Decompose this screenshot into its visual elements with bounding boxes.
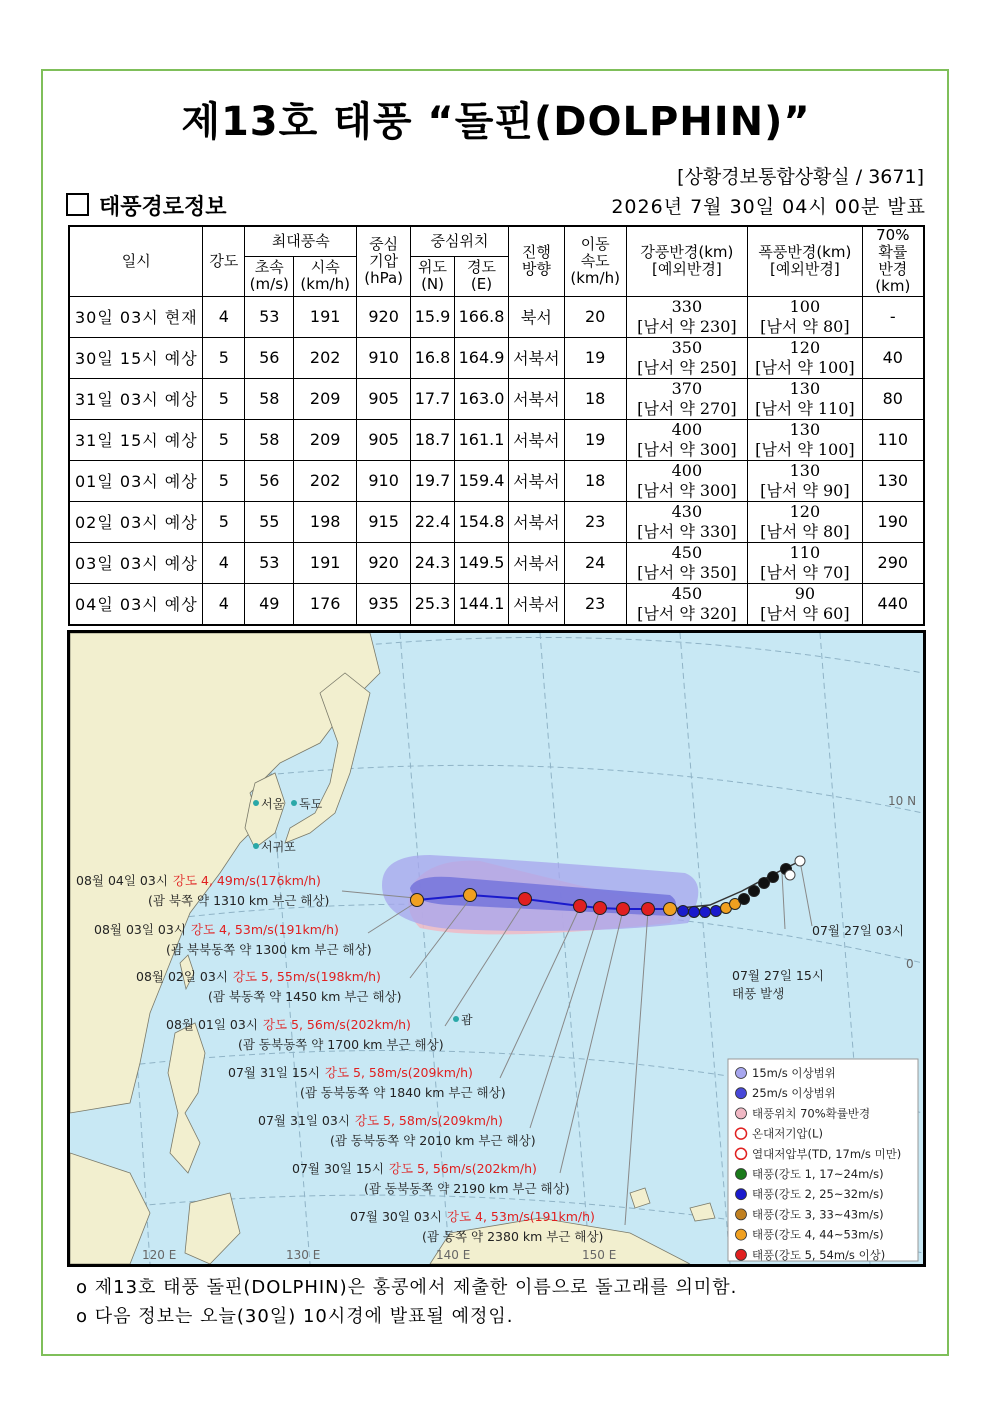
callout-location: (괌 동북동쪽 약 1700 km 부근 해상) [238,1037,444,1052]
header-max-wind: 최대풍속 [245,226,357,256]
cell-storm-radius [748,501,863,542]
legend-item-label: 열대저압부(TD, 17m/s 미만) [752,1146,902,1161]
header-wind-kmh: 시속 (km/h) [294,256,357,296]
callout-title [228,1065,473,1080]
storm-radius-value: 110 [789,542,821,562]
cell-intensity: 5 [203,419,245,460]
section-heading [66,190,227,221]
callout-title [136,969,381,984]
seogwipo-marker-icon [253,843,259,849]
gale-radius-value: 400 [671,419,703,439]
gale-radius-exception: [남서 약 330] [637,521,737,541]
issue-time: 2026년 7월 30일 04시 00분 발표 [611,196,926,218]
header-wind-ms: 초속 (m/s) [245,256,294,296]
td-symbol-icon [795,856,805,866]
callout-location: (괌 동북동쪽 약 1840 km 부근 해상) [300,1085,506,1100]
cell-speed: 24 [564,542,626,583]
gale-radius-exception: [남서 약 250] [637,357,737,377]
cell-wind-ms: 58 [245,378,294,419]
cell-intensity: 5 [203,501,245,542]
cell-wind-kmh: 202 [294,337,357,378]
callout-strength: 강도 5, 58m/s(209km/h) [354,1113,503,1128]
cell-lat: 19.7 [411,460,455,501]
cell-storm-radius [748,419,863,460]
grid-label-0: 0 [906,957,914,971]
cell-direction: 서북서 [508,583,564,625]
typhoon-symbol-icon [711,906,722,917]
cell-intensity: 5 [203,337,245,378]
cell-lon: 149.5 [455,542,509,583]
legend-swatch-icon [736,1209,747,1220]
typhoon-symbol-icon [678,906,689,917]
section-title: 태풍경로정보 [99,195,227,220]
cell-lat: 18.7 [411,419,455,460]
callout-location: (괌 동북동쪽 약 2010 km 부근 해상) [330,1133,536,1148]
cell-speed: 18 [564,460,626,501]
callout-strength: 강도 5, 58m/s(209km/h) [324,1065,473,1080]
callout-title [76,873,321,888]
cell-storm-radius [748,583,863,625]
callout-location: (괌 북쪽 약 1310 km 부근 해상) [148,893,330,908]
header-pressure: 중심 기압 (hPa) [357,226,411,296]
cell-intensity: 5 [203,460,245,501]
cell-wind-ms: 55 [245,501,294,542]
cell-wind-kmh: 209 [294,419,357,460]
cell-direction: 서북서 [508,419,564,460]
callout-strength: 강도 5, 55m/s(198km/h) [232,969,381,984]
cell-lon: 161.1 [455,419,509,460]
table-row [69,337,924,378]
grid-label-10n: 10 N [888,794,917,808]
cell-lat: 17.7 [411,378,455,419]
office-contact: [상황경보통합상황실 / 3671] [677,166,924,188]
cell-lat: 16.8 [411,337,455,378]
storm-radius-exception: [남서 약 70] [760,562,850,582]
cell-time: 01일 03시 예상 [69,460,203,501]
header-time: 일시 [69,226,203,296]
cell-wind-ms: 49 [245,583,294,625]
callout-strength: 강도 4, 53m/s(191km/h) [446,1209,595,1224]
cell-prob-radius: 130 [862,460,924,501]
callout-date: 08월 02일 03시 [136,969,228,984]
cell-direction: 북서 [508,296,564,337]
storm-radius-exception: [남서 약 100] [755,357,855,377]
gale-radius-value: 330 [671,296,703,316]
cell-storm-radius [748,337,863,378]
cell-direction: 서북서 [508,542,564,583]
cell-prob-radius: 190 [862,501,924,542]
callout-date: 07월 30일 15시 [292,1161,384,1176]
gale-radius-exception: [남서 약 320] [637,603,737,623]
cell-wind-kmh: 202 [294,460,357,501]
cell-lat: 24.3 [411,542,455,583]
typhoon-symbol-icon [464,889,477,902]
cell-prob-radius: 80 [862,378,924,419]
table-row [69,378,924,419]
cell-lon: 164.9 [455,337,509,378]
gale-radius-value: 450 [671,583,703,603]
header-lat: 위도 (N) [411,256,455,296]
cell-gale-radius [626,583,747,625]
legend-item-label: 온대저기압(L) [752,1126,823,1141]
cell-pressure: 920 [357,296,411,337]
gale-radius-value: 430 [671,501,703,521]
typhoon-symbol-icon [768,872,779,883]
gale-radius-value: 350 [671,337,703,357]
cell-intensity: 4 [203,296,245,337]
storm-radius-value: 120 [789,501,821,521]
map-legend [728,1059,918,1262]
cell-time: 31일 03시 예상 [69,378,203,419]
cell-prob-radius: 110 [862,419,924,460]
cell-wind-kmh: 191 [294,542,357,583]
cell-speed: 19 [564,419,626,460]
gale-radius-exception: [남서 약 300] [637,480,737,500]
header-gale-radius: 강풍반경(km) [예외반경] [626,226,747,296]
cell-wind-ms: 53 [245,542,294,583]
header-prob-radius: 70% 확률 반경 (km) [862,226,924,296]
table-row [69,583,924,625]
cell-wind-kmh: 198 [294,501,357,542]
storm-radius-value: 100 [789,296,821,316]
legend-swatch-icon [736,1148,747,1159]
legend-swatch-icon [736,1128,747,1139]
callout-strength: 강도 5, 56m/s(202km/h) [262,1017,411,1032]
cell-wind-kmh: 209 [294,378,357,419]
cell-direction: 서북서 [508,460,564,501]
cell-pressure: 910 [357,337,411,378]
callout-strength: 강도 5, 56m/s(202km/h) [388,1161,537,1176]
cell-storm-radius [748,378,863,419]
typhoon-symbol-icon [411,894,424,907]
cell-gale-radius [626,378,747,419]
cell-gale-radius [626,296,747,337]
cell-time: 02일 03시 예상 [69,501,203,542]
gale-radius-value: 370 [671,378,703,398]
cell-gale-radius [626,501,747,542]
cell-pressure: 935 [357,583,411,625]
gale-radius-exception: [남서 약 300] [637,439,737,459]
callout-location: (괌 동쪽 약 2380 km 부근 해상) [422,1229,604,1244]
callout-date: 08월 04일 03시 [76,873,168,888]
cell-direction: 서북서 [508,337,564,378]
cell-time: 04일 03시 예상 [69,583,203,625]
dokdo-marker-icon [291,800,297,806]
legend-swatch-icon [736,1229,747,1240]
cell-pressure: 905 [357,419,411,460]
cell-wind-ms: 56 [245,337,294,378]
legend-swatch-icon [736,1068,747,1079]
gale-radius-exception: [남서 약 270] [637,398,737,418]
callout-location: (괌 북동쪽 약 1450 km 부근 해상) [208,989,402,1004]
legend-swatch-icon [736,1108,747,1119]
cell-lat: 25.3 [411,583,455,625]
table-row [69,296,924,337]
header-storm-radius: 폭풍반경(km) [예외반경] [748,226,863,296]
grid-label-150e: 150 E [582,1248,617,1262]
callout-title [258,1113,503,1128]
note-next-issue: o 다음 정보는 오늘(30일) 10시경에 발표될 예정임. [76,1306,514,1327]
table-row [69,460,924,501]
cell-prob-radius: - [862,296,924,337]
legend-item-label: 15m/s 이상범위 [752,1066,836,1080]
callout-strength: 강도 4, 53m/s(191km/h) [190,922,339,937]
cell-speed: 23 [564,583,626,625]
callout-location: (괌 북북동쪽 약 1300 km 부근 해상) [166,942,372,957]
grid-label-130e: 130 E [286,1248,321,1262]
storm-radius-exception: [남서 약 80] [760,316,850,336]
callout-title [166,1017,411,1032]
td-symbol-icon [785,870,795,880]
typhoon-track-map [67,630,926,1267]
typhoon-symbol-icon [574,900,587,913]
cell-time: 03일 03시 예상 [69,542,203,583]
callout-date: 08월 01일 03시 [166,1017,258,1032]
cell-direction: 서북서 [508,501,564,542]
table-row [69,501,924,542]
dokdo-label: 독도 [299,797,323,811]
typhoon-symbol-icon [519,893,532,906]
track-map-svg [70,633,923,1264]
gale-radius-value: 400 [671,460,703,480]
storm-radius-exception: [남서 약 100] [755,439,855,459]
cell-wind-ms: 53 [245,296,294,337]
legend-swatch-icon [736,1249,747,1260]
typhoon-symbol-icon [739,894,750,905]
storm-radius-exception: [남서 약 110] [755,398,855,418]
cell-gale-radius [626,419,747,460]
start-label: 07월 27일 03시 [812,923,904,938]
cell-pressure: 905 [357,378,411,419]
cell-intensity: 4 [203,583,245,625]
storm-radius-exception: [남서 약 80] [760,521,850,541]
cell-lon: 166.8 [455,296,509,337]
guam-label: 괌 [461,1013,473,1027]
cell-lon: 154.8 [455,501,509,542]
gale-radius-exception: [남서 약 350] [637,562,737,582]
storm-radius-value: 90 [794,583,816,603]
cell-speed: 20 [564,296,626,337]
cell-storm-radius [748,542,863,583]
legend-swatch-icon [736,1169,747,1180]
cell-lat: 15.9 [411,296,455,337]
genesis-label-time: 07월 27일 15시 [732,968,824,983]
cell-lon: 163.0 [455,378,509,419]
cell-speed: 18 [564,378,626,419]
storm-radius-value: 130 [789,460,821,480]
callout-date: 08월 03일 03시 [94,922,186,937]
cell-wind-kmh: 176 [294,583,357,625]
cell-pressure: 915 [357,501,411,542]
note-name-meaning: o 제13호 태풍 돌핀(DOLPHIN)은 홍콩에서 제출한 이름으로 돌고래를 의미함. [76,1277,738,1298]
callout-title [350,1209,595,1224]
callout-title [94,922,339,937]
cell-time: 31일 15시 예상 [69,419,203,460]
cell-prob-radius: 290 [862,542,924,583]
legend-item-label: 태풍위치 70%확률반경 [752,1106,871,1121]
typhoon-symbol-icon [642,903,655,916]
cell-gale-radius [626,460,747,501]
table-row [69,419,924,460]
cell-speed: 23 [564,501,626,542]
cell-prob-radius: 440 [862,583,924,625]
legend-item-label: 태풍(강도 1, 17~24m/s) [752,1167,884,1181]
legend-swatch-icon [736,1088,747,1099]
callout-strength: 강도 4, 49m/s(176km/h) [172,873,321,888]
storm-radius-value: 130 [789,378,821,398]
callout-date: 07월 31일 03시 [258,1113,350,1128]
typhoon-forecast-table [68,225,925,626]
typhoon-symbol-icon [749,886,760,897]
seoul-label: 서울 [261,797,285,811]
cell-wind-kmh: 191 [294,296,357,337]
cell-intensity: 4 [203,542,245,583]
cell-intensity: 5 [203,378,245,419]
seogwipo-label: 서귀포 [261,840,296,854]
legend-item-label: 태풍(강도 4, 44~53m/s) [752,1227,884,1242]
gale-radius-value: 450 [671,542,703,562]
typhoon-symbol-icon [617,903,630,916]
cell-direction: 서북서 [508,378,564,419]
cell-lat: 22.4 [411,501,455,542]
grid-label-140e: 140 E [436,1248,471,1262]
legend-item-label: 태풍(강도 3, 33~43m/s) [752,1207,884,1222]
cell-wind-ms: 56 [245,460,294,501]
seoul-marker-icon [253,800,259,806]
storm-radius-value: 130 [789,419,821,439]
header-intensity: 강도 [203,226,245,296]
gale-radius-exception: [남서 약 230] [637,316,737,336]
storm-radius-exception: [남서 약 90] [760,480,850,500]
cell-gale-radius [626,542,747,583]
storm-radius-exception: [남서 약 60] [760,603,850,623]
legend-swatch-icon [736,1189,747,1200]
page-title: 제13호 태풍 “돌핀(DOLPHIN)” [181,99,811,145]
callout-title [292,1161,537,1176]
header-direction: 진행 방향 [508,226,564,296]
header-center: 중심위치 [411,226,509,256]
checkbox-square-icon [66,193,89,216]
cell-prob-radius: 40 [862,337,924,378]
cell-lon: 144.1 [455,583,509,625]
header-lon: 경도 (E) [455,256,509,296]
cell-wind-ms: 58 [245,419,294,460]
cell-time: 30일 15시 예상 [69,337,203,378]
legend-item-label: 태풍(강도 2, 25~32m/s) [752,1187,884,1202]
cell-pressure: 920 [357,542,411,583]
cell-lon: 159.4 [455,460,509,501]
cell-speed: 19 [564,337,626,378]
guam-marker-icon [453,1016,459,1022]
table-row [69,542,924,583]
cell-time: 30일 03시 현재 [69,296,203,337]
cell-pressure: 910 [357,460,411,501]
cell-storm-radius [748,460,863,501]
typhoon-symbol-icon [594,902,607,915]
typhoon-symbol-icon [689,907,700,918]
callout-date: 07월 31일 15시 [228,1065,320,1080]
typhoon-symbol-icon [664,903,677,916]
genesis-label-text: 태풍 발생 [732,986,785,1001]
callout-location: (괌 동북동쪽 약 2190 km 부근 해상) [364,1181,570,1196]
cell-gale-radius [626,337,747,378]
cell-storm-radius [748,296,863,337]
grid-label-120e: 120 E [142,1248,177,1262]
header-speed: 이동 속도 (km/h) [564,226,626,296]
legend-item-label: 25m/s 이상범위 [752,1086,836,1101]
callout-date: 07월 30일 03시 [350,1209,442,1224]
typhoon-symbol-icon [700,907,711,918]
storm-radius-value: 120 [789,337,821,357]
legend-item-label: 태풍(강도 5, 54m/s 이상) [752,1247,886,1262]
